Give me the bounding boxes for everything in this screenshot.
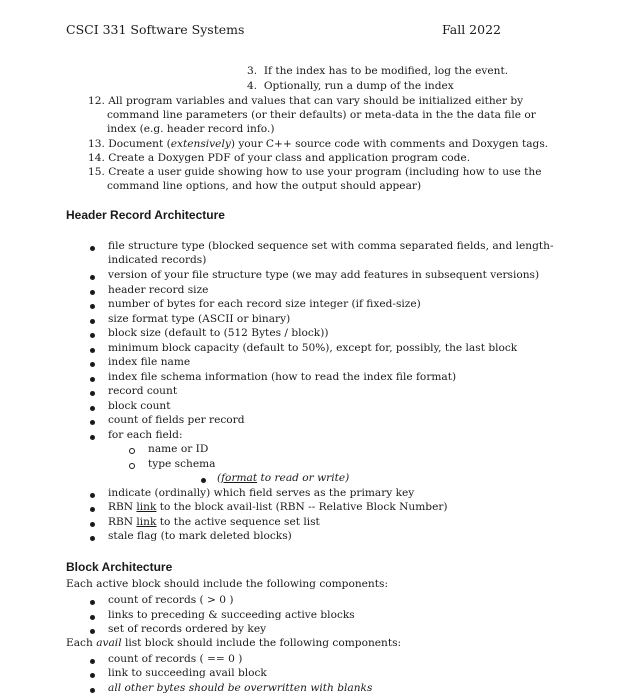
bullet-icon — [90, 348, 95, 353]
numbered-item-14: 14. Create a Doxygen PDF of your class and application program code. — [88, 152, 471, 164]
rbn-link[interactable]: link — [136, 501, 157, 513]
bullet-icon — [90, 435, 95, 440]
list-item-cont: indicated records) — [108, 254, 207, 266]
list-item: link to succeeding avail block — [108, 667, 267, 679]
sublist-item: 3. If the index has to be modified, log the event. — [247, 65, 509, 77]
bullet-icon — [90, 391, 95, 396]
bullet-icon — [90, 507, 95, 512]
bullet-icon — [90, 406, 95, 411]
bullet-icon — [90, 659, 95, 664]
bullet-icon — [90, 290, 95, 295]
bullet-icon — [90, 536, 95, 541]
list-item: header record size — [108, 284, 209, 296]
list-item: stale flag (to mark deleted blocks) — [108, 530, 292, 542]
list-item: index file schema information (how to read the index file format) — [108, 371, 457, 383]
list-item: RBN link to the block avail-list (RBN -- Relative Block Number) — [108, 501, 448, 513]
list-item: block count — [108, 400, 171, 412]
bullet-icon — [90, 333, 95, 338]
bullet-icon — [90, 304, 95, 309]
numbered-item-12: 12. All program variables and values that can vary should be initialized either by — [88, 95, 524, 107]
sub-list-item: type schema — [148, 458, 216, 470]
list-item: for each field: — [108, 429, 183, 441]
section-title-block-arch: Block Architecture — [66, 560, 173, 574]
sub-list-item: name or ID — [148, 443, 209, 455]
list-item: index file name — [108, 356, 191, 368]
bullet-icon — [201, 478, 206, 483]
bullet-icon — [90, 615, 95, 620]
list-item: number of bytes for each record size integer (if fixed-size) — [108, 298, 421, 310]
paragraph-active-intro: Each active block should include the following components: — [66, 578, 389, 590]
list-item: version of your file structure type (we may add features in subsequent versions) — [108, 269, 540, 281]
numbered-item-13: 13. Document (extensively) your C++ source code with comments and Doxygen tags. — [88, 138, 549, 150]
list-item: count of records ( == 0 ) — [108, 653, 243, 665]
bullet-icon — [90, 420, 95, 425]
list-item: record count — [108, 385, 178, 397]
numbered-item-15: 15. Create a user guide showing how to use your program (including how to use the — [88, 166, 542, 178]
bullet-icon — [90, 673, 95, 678]
format-link[interactable]: format — [221, 472, 258, 484]
list-item: minimum block capacity (default to 50%), except for, possibly, the last block — [108, 342, 518, 354]
term-header: Fall 2022 — [441, 22, 501, 37]
list-item: file structure type (blocked sequence set with comma separated fields, and length- — [108, 240, 554, 252]
list-item: set of records ordered by key — [108, 623, 267, 635]
list-item: indicate (ordinally) which field serves as the primary key — [108, 487, 415, 499]
numbered-item-12-cont: index (e.g. header record info.) — [107, 123, 275, 135]
course-header: CSCI 331 Software Systems — [66, 22, 245, 37]
list-item: all other bytes should be overwritten with blanks — [108, 682, 373, 694]
bullet-icon — [90, 275, 95, 280]
numbered-item-15-cont: command line options, and how the output should appear) — [107, 180, 422, 192]
section-title-header-record: Header Record Architecture — [66, 208, 225, 222]
rbn-link[interactable]: link — [136, 516, 157, 528]
bullet-icon — [90, 688, 95, 693]
circle-bullet-icon — [129, 448, 135, 454]
sublist-item: 4. Optionally, run a dump of the index — [247, 80, 454, 92]
list-item: links to preceding & succeeding active blocks — [108, 609, 355, 621]
bullet-icon — [90, 522, 95, 527]
bullet-icon — [90, 246, 95, 251]
list-item: count of fields per record — [108, 414, 245, 426]
list-item: block size (default to (512 Bytes / block)) — [108, 327, 329, 339]
list-item: count of records ( > 0 ) — [108, 594, 234, 606]
paragraph-avail-intro: Each avail list block should include the following components: — [66, 637, 402, 649]
circle-bullet-icon — [129, 463, 135, 469]
bullet-icon — [90, 629, 95, 634]
bullet-icon — [90, 319, 95, 324]
sub-sub-list-item: (format to read or write) — [217, 472, 350, 484]
list-item: RBN link to the active sequence set list — [108, 516, 320, 528]
list-item: size format type (ASCII or binary) — [108, 313, 291, 325]
bullet-icon — [90, 600, 95, 605]
numbered-item-12-cont: command line parameters (or their defaults) or meta-data in the the data file or — [107, 109, 536, 121]
bullet-icon — [90, 362, 95, 367]
bullet-icon — [90, 377, 95, 382]
bullet-icon — [90, 493, 95, 498]
